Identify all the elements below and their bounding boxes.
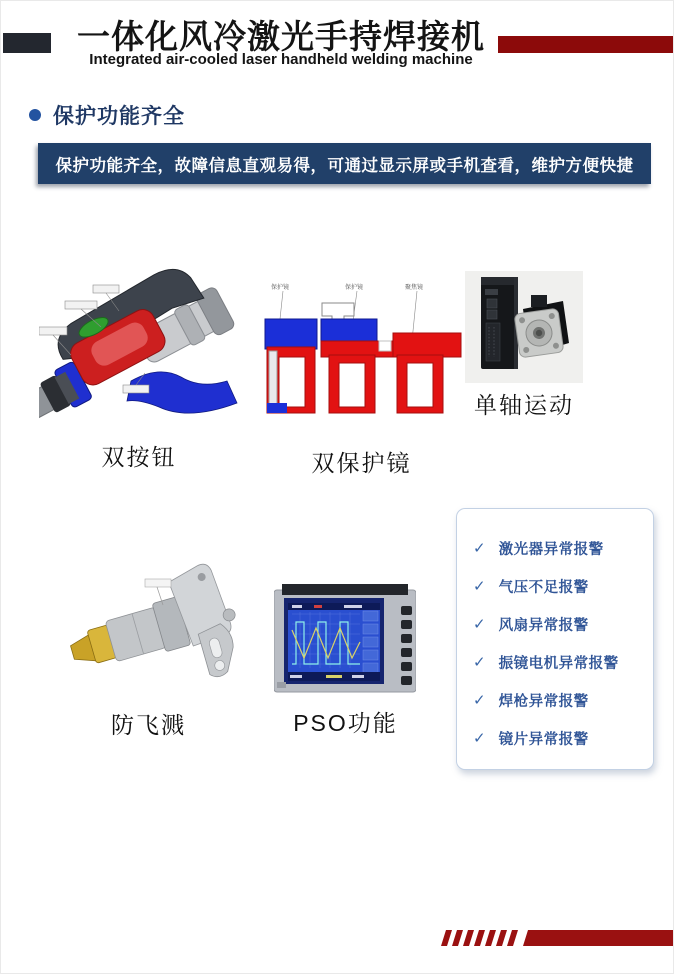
- bullet-icon: [29, 109, 41, 121]
- alarm-text: 气压不足报警: [498, 579, 589, 596]
- check-icon: ✓: [473, 692, 486, 709]
- check-icon: ✓: [473, 578, 486, 595]
- caption-single-axis: 单轴运动: [474, 392, 574, 418]
- alarm-text: 焊枪异常报警: [498, 693, 589, 710]
- check-icon: ✓: [473, 540, 486, 557]
- anti-spatter-render: [63, 559, 238, 697]
- caption-double-button: 双按钮: [101, 444, 177, 470]
- check-icon: ✓: [473, 616, 486, 633]
- lens-label-3: 聚焦镜: [405, 285, 424, 291]
- servo-motor-photo: [465, 271, 583, 383]
- alarm-item: [473, 643, 653, 681]
- feature-banner: 保护功能齐全，故障信息直观易得，可通过显示屏或手机查看，维护方便快捷: [38, 143, 651, 184]
- protection-lens-figure: [259, 277, 464, 437]
- protection-lens-diagram: [259, 277, 464, 437]
- pso-figure: [274, 584, 416, 696]
- alarm-item: [473, 681, 653, 719]
- servo-motor-figure: [465, 271, 583, 383]
- anti-spatter-figure: [63, 559, 238, 697]
- lens-label-2: 保护镜: [345, 285, 364, 291]
- alarm-card: [456, 508, 654, 770]
- alarm-text: 振镜电机异常报警: [498, 655, 619, 672]
- check-icon: ✓: [473, 730, 486, 747]
- page-title: 一体化风冷激光手持焊接机: [77, 18, 485, 55]
- check-icon: ✓: [473, 654, 486, 671]
- header-right-accent-bar: [498, 36, 674, 53]
- stripe-graphic: [441, 930, 674, 946]
- alarm-item: [473, 529, 653, 567]
- lens-label-1: 保护镜: [271, 285, 290, 291]
- section-heading-text: 保护功能齐全: [53, 105, 185, 128]
- alarm-item: [473, 567, 653, 605]
- header-left-accent-bar: [3, 33, 51, 53]
- alarm-text: 镜片异常报警: [498, 731, 589, 748]
- oscilloscope-photo: [274, 584, 416, 696]
- section-heading: [29, 100, 185, 130]
- alarm-item: [473, 605, 653, 643]
- alarm-item: [473, 719, 653, 757]
- welding-gun-illustration: [39, 263, 239, 433]
- welding-gun-figure: [39, 263, 239, 435]
- caption-pso: PSO功能: [293, 710, 398, 736]
- caption-anti-spatter: 防飞溅: [111, 712, 186, 738]
- caption-double-lens: 双保护镜: [311, 450, 412, 476]
- page-subtitle: Integrated air-cooled laser handheld welding machine: [89, 51, 473, 68]
- alarm-list: [457, 509, 653, 757]
- alarm-text: 风扇异常报警: [498, 617, 589, 634]
- bottom-stripe-decoration: [441, 930, 674, 946]
- alarm-text: 激光器异常报警: [498, 541, 604, 558]
